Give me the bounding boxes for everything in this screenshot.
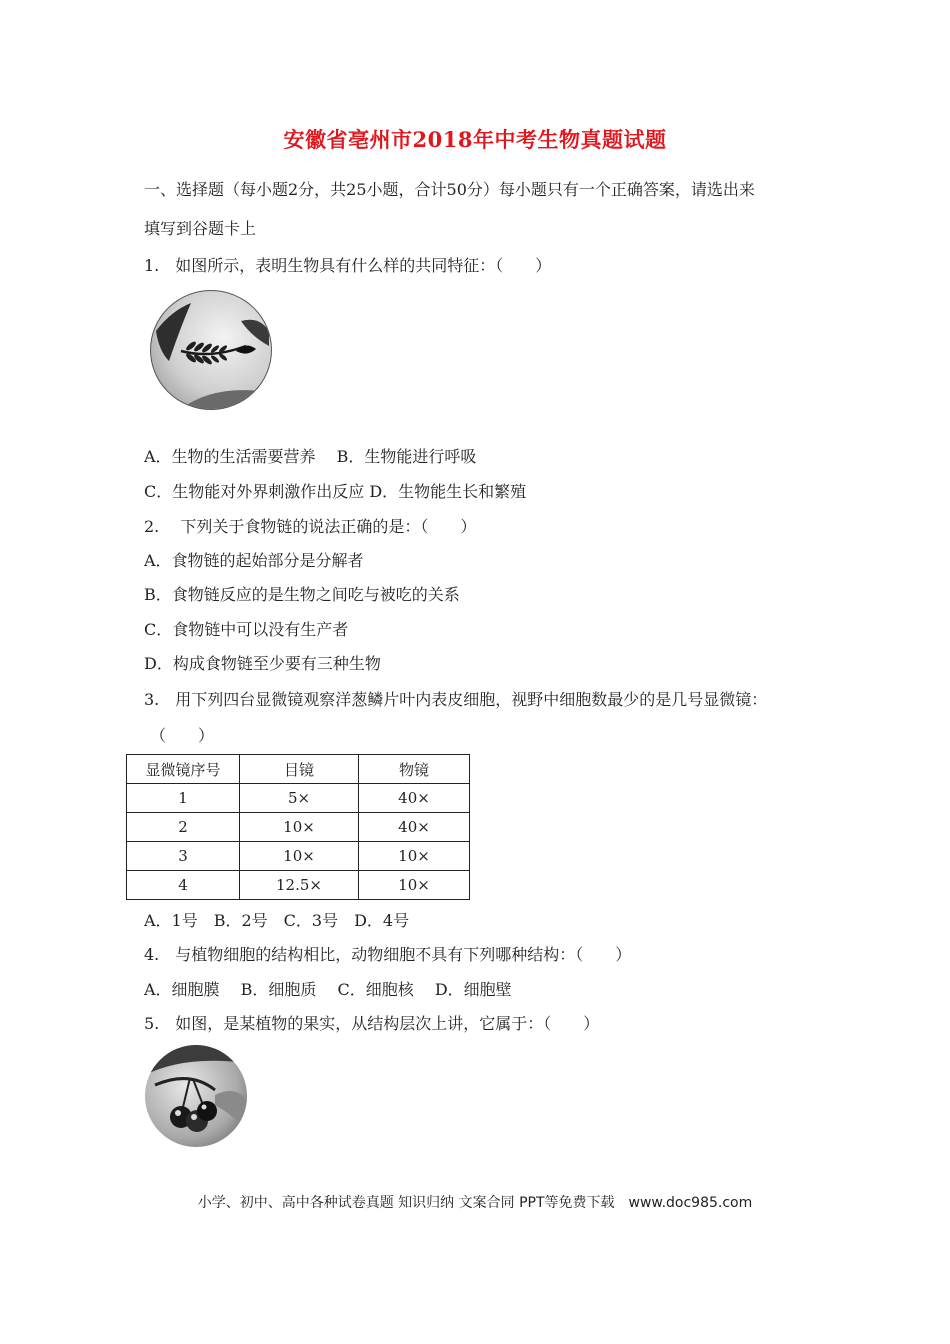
question-1-options-ab: A．生物的生活需要营养 B．生物能进行呼吸 (144, 447, 477, 466)
question-3-options: A．1号 B．2号 C．3号 D．4号 (144, 911, 410, 930)
question-4-options: A．细胞膜 B．细胞质 C．细胞核 D．细胞壁 (144, 980, 512, 999)
table-cell: 40× (359, 784, 470, 813)
question-3-stem: 3. 用下列四台显微镜观察洋葱鳞片叶内表皮细胞，视野中细胞数最少的是几号显微镜： (144, 690, 768, 709)
question-5-stem: 5. 如图，是某植物的果实，从结构层次上讲，它属于：（ ） (144, 1014, 600, 1033)
table-cell: 5× (240, 784, 359, 813)
table-cell: 3 (127, 842, 240, 871)
question-1-options-cd: C．生物能对外界刺激作出反应 D．生物能生长和繁殖 (144, 482, 527, 501)
table-cell: 12.5× (240, 871, 359, 900)
table-cell: 10× (240, 813, 359, 842)
table-cell: 2 (127, 813, 240, 842)
figure-berries-photo (145, 1045, 247, 1147)
table-header-row (127, 755, 470, 784)
table-row (127, 871, 470, 900)
table-cell: 4 (127, 871, 240, 900)
table-cell: 10× (240, 842, 359, 871)
question-2-option-b: B．食物链反应的是生物之间吃与被吃的关系 (144, 585, 460, 604)
question-2-option-d: D．构成食物链至少要有三种生物 (144, 654, 381, 673)
page-title: 安徽省亳州市2018年中考生物真题试题 (283, 127, 667, 152)
question-2-option-c: C．食物链中可以没有生产者 (144, 620, 349, 639)
table-row (127, 842, 470, 871)
table-cell: 10× (359, 842, 470, 871)
leaf-illustration (151, 291, 271, 409)
table-row (127, 784, 470, 813)
table-cell: 40× (359, 813, 470, 842)
figure-mimosa-leaf-photo (150, 290, 272, 410)
page-footer: 小学、初中、高中各种试卷真题 知识归纳 文案合同 PPT等免费下载 www.doc985.com (197, 1195, 753, 1211)
question-3-answer-paren: （ ） (150, 726, 215, 745)
berries-illustration (145, 1045, 247, 1147)
question-4-stem: 4. 与植物细胞的结构相比，动物细胞不具有下列哪种结构：（ ） (144, 945, 632, 964)
table-header-cell: 物镜 (359, 755, 470, 784)
table-cell: 1 (127, 784, 240, 813)
microscope-table (126, 754, 470, 900)
table-cell: 10× (359, 871, 470, 900)
question-2-stem: 2. 下列关于食物链的说法正确的是：（ ） (144, 517, 477, 536)
table-header-cell: 目镜 (240, 755, 359, 784)
table-header-cell: 显微镜序号 (127, 755, 240, 784)
section-heading-line1: 一、选择题（每小题2分，共25小题，合计50分）每小题只有一个正确答案，请选出来 (144, 180, 755, 199)
question-2-option-a: A．食物链的起始部分是分解者 (144, 551, 364, 570)
section-heading-line2: 填写到谷题卡上 (144, 219, 257, 238)
table-row (127, 813, 470, 842)
question-1-stem: 1. 如图所示，表明生物具有什么样的共同特征：（ ） (144, 256, 552, 275)
